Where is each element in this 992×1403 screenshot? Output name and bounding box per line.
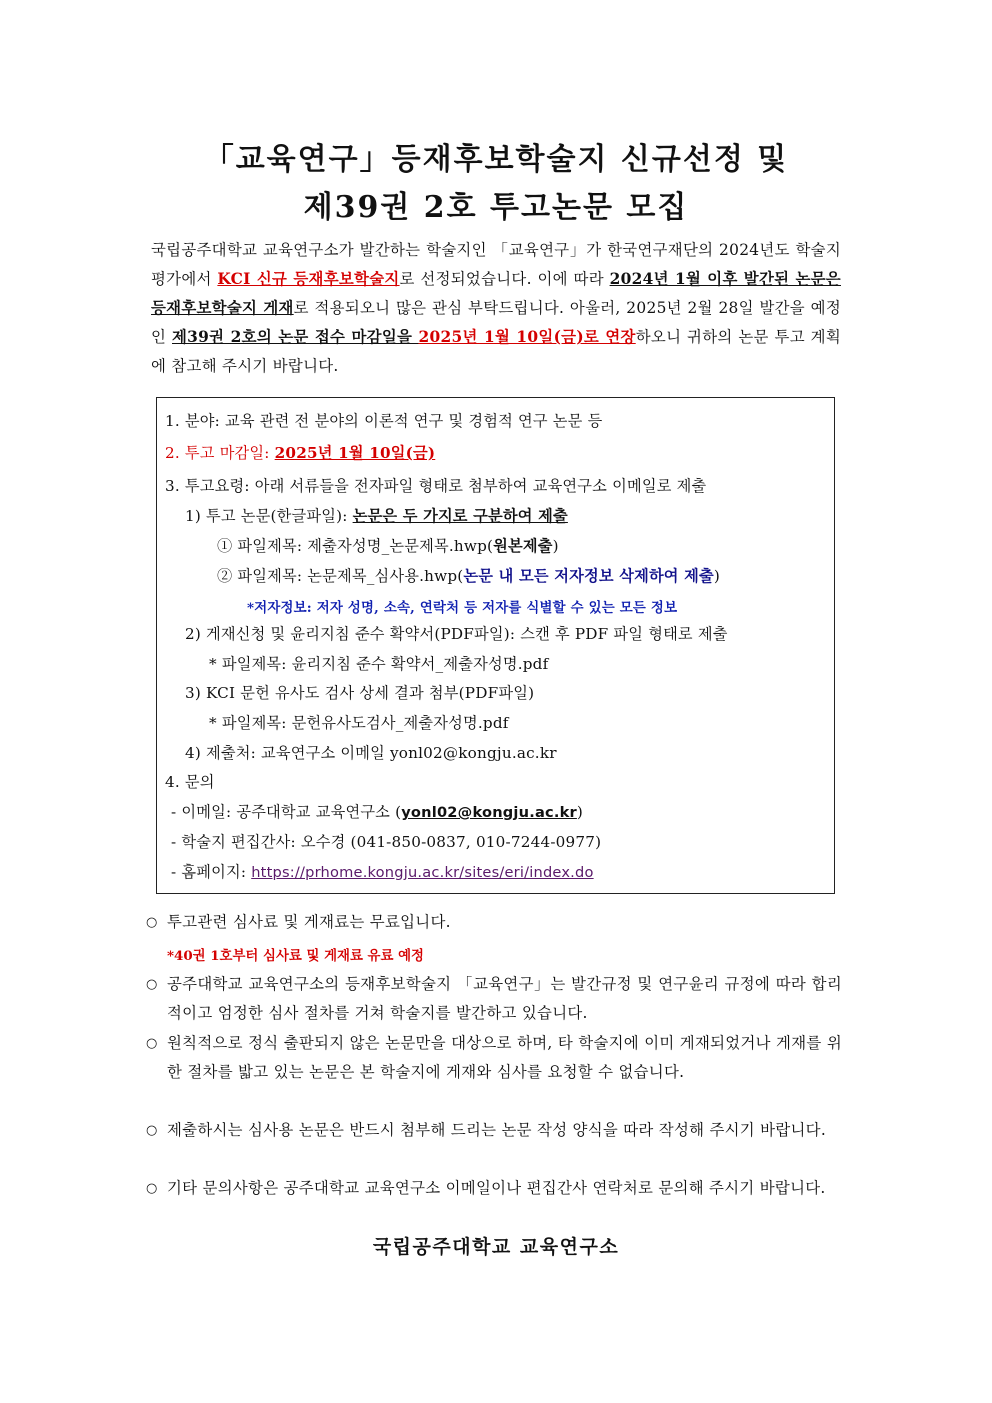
intro-deadline-highlight: 제39권 2호의 논문 접수 마감일을 [172, 328, 419, 346]
note-text: 기타 문의사항은 공주대학교 교육연구소 이메일이나 편집간사 연락처로 문의해 주시기 바랍니다. [167, 1179, 826, 1197]
manuscript-instruction: 논문은 두 가지로 구분하여 제출 [352, 507, 568, 525]
original-file-label: ① 파일제목: 제출자성명_논문제목.hwp( [217, 537, 494, 555]
manuscript-item [185, 505, 568, 526]
similarity-item: 3) KCI 문헌 유사도 검사 상세 결과 첨부(PDF파일) [185, 684, 535, 702]
original-file-item [217, 535, 559, 556]
bullet-icon: ○ [146, 1123, 158, 1138]
field-item: 1. 분야: 교육 관련 전 분야의 이론적 연구 및 경험적 연구 논문 등 [165, 412, 603, 430]
manuscript-label: 1) 투고 논문(한글파일): [185, 507, 353, 525]
contact-email-label: - 이메일: 공주대학교 교육연구소 ( [171, 803, 402, 821]
inquiry-item: 4. 문의 [165, 773, 215, 791]
bullet-icon: ○ [146, 915, 158, 930]
fee-warning: *40권 1호부터 심사료 및 게재료 유료 예정 [167, 948, 424, 964]
institution-footer: 국립공주대학교 교육연구소 [372, 1236, 620, 1258]
deadline-label: 2. 투고 마감일: [165, 444, 275, 462]
submission-info-box [156, 397, 835, 894]
intro-text-1: 국립공주대학교 교육연구소가 발간하는 학술지인 「교육연구」가 한국연구재단의 2024년도 학술지 평가에서 [151, 241, 841, 288]
intro-text-4: 하오니 귀하의 논문 투고 계획에 참고해 주시기 바랍니다. [151, 328, 842, 375]
paren-close: ) [576, 803, 584, 821]
note-item [146, 1116, 842, 1145]
homepage-line [171, 861, 594, 882]
submit-to-item: 4) 제출처: 교육연구소 이메일 yonl02@kongju.ac.kr [185, 744, 557, 762]
original-file-value: 원본제출 [493, 537, 553, 555]
review-file-value: 논문 내 모든 저자정보 삭제하여 제출 [463, 567, 714, 585]
pledge-filename: * 파일제목: 윤리지침 준수 확약서_제출자성명.pdf [209, 655, 549, 673]
intro-text-2: 로 선정되었습니다. 이에 따라 [399, 270, 610, 288]
deadline-value: 2025년 1월 10일(금) [274, 444, 436, 462]
contact-editor-line: - 학술지 편집간사: 오수경 (041-850-0837, 010-7244-0977) [171, 833, 602, 851]
author-info-note: *저자정보: 저자 성명, 소속, 연락처 등 저자를 식별할 수 있는 모든 정보 [247, 600, 678, 616]
pledge-item: 2) 게재신청 및 윤리지침 준수 확약서(PDF파일): 스캔 후 PDF 파일 형태로 제출 [185, 625, 728, 643]
note-text: 공주대학교 교육연구소의 등재후보학술지 「교육연구」는 발간규정 및 연구윤리 규정에 따라 합리적이고 엄정한 심사 절차를 거쳐 학술지를 발간하고 있습니다. [167, 975, 842, 1022]
note-item [146, 908, 842, 937]
note-item [146, 970, 842, 1028]
paren-close: ) [552, 537, 559, 555]
deadline-item [165, 442, 435, 463]
intro-text-3: 로 적용되오니 많은 관심 부탁드립니다. 아울러, 2025년 2월 28일 발간을 예정인 [151, 299, 841, 346]
bullet-icon: ○ [146, 977, 158, 992]
review-file-label: ② 파일제목: 논문제목_심사용.hwp( [217, 567, 464, 585]
intro-paragraph [151, 236, 841, 381]
contact-email-link[interactable]: yonl02@kongju.ac.kr [401, 804, 577, 821]
homepage-label: - 홈페이지: [171, 863, 252, 881]
title-line-2: 제39권 2호 투고논문 모집 [303, 190, 689, 225]
title-line-1: 「교육연구」등재후보학술지 신규선정 및 [203, 142, 789, 177]
paren-close: ) [713, 567, 721, 585]
note-text: 원칙적으로 정식 출판되지 않은 논문만을 대상으로 하며, 타 학술지에 이미 게재되었거나 게재를 위한 절차를 밟고 있는 논문은 본 학술지에 게재와 심사를 요청할 수 없습니다. [167, 1034, 842, 1081]
note-item [146, 1174, 842, 1203]
intro-candidate-highlight: 2024년 1월 이후 발간된 논문은 등재후보학술지 게재 [151, 270, 841, 317]
intro-kci-highlight: KCI 신규 등재후보학술지 [217, 270, 400, 288]
guideline-item: 3. 투고요령: 아래 서류들을 전자파일 형태로 첨부하여 교육연구소 이메일로 제출 [165, 477, 707, 495]
review-file-item [217, 565, 720, 586]
bullet-icon: ○ [146, 1181, 158, 1196]
note-text: 제출하시는 심사용 논문은 반드시 첨부해 드리는 논문 작성 양식을 따라 작성해 주시기 바랍니다. [167, 1121, 827, 1139]
bullet-icon: ○ [146, 1036, 158, 1051]
intro-deadline-date: 2025년 1월 10일(금)로 연장 [418, 328, 636, 346]
note-text: 투고관련 심사료 및 게재료는 무료입니다. [167, 913, 451, 931]
homepage-link[interactable]: https://prhome.kongju.ac.kr/sites/eri/index.do [251, 864, 594, 881]
contact-email-line [171, 801, 583, 822]
similarity-filename: * 파일제목: 문헌유사도검사_제출자성명.pdf [209, 714, 509, 732]
note-item [146, 1029, 842, 1087]
